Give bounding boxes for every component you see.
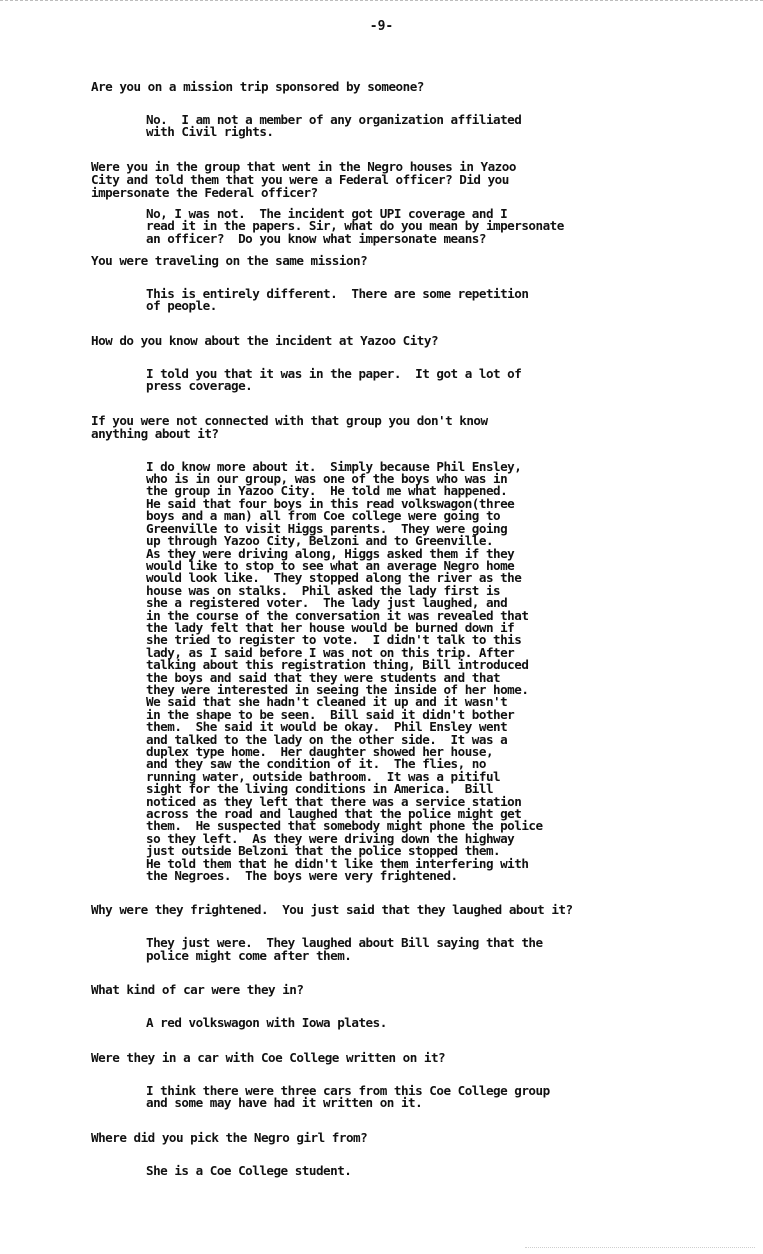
question-line: If you were not connected with that group you don't know — [91, 412, 488, 428]
question-line: Why were they frightened. You just said that they laughed about it? — [91, 902, 573, 918]
answer-line: the lady felt that her house would be burned down if — [146, 619, 515, 635]
answer-line: an officer? Do you know what impersonate means? — [146, 230, 486, 246]
question-line: Are you on a mission trip sponsored by someone? — [91, 79, 424, 94]
answer-line: As they were driving along, Higgs asked them if they — [146, 545, 515, 561]
answer-line: running water, outside bathroom. It was a pitiful — [146, 768, 501, 784]
answer-line: He said that four boys in this read volkswagon(three — [146, 495, 515, 511]
answer-line: sight for the living conditions in America. Bill — [146, 781, 494, 797]
answer-line: she a registered voter. The lady just laughed, and — [146, 595, 508, 611]
answer-line: of people. — [146, 298, 217, 314]
question-line: Were you in the group that went in the Negro houses in Yazoo — [91, 158, 516, 174]
question-line: You were traveling on the same mission? — [91, 253, 368, 269]
answer-line: the Negroes. The boys were very frightened. — [146, 868, 458, 884]
answer-line: in the course of the conversation it was revealed that — [146, 607, 529, 623]
answer-line: she tried to register to vote. I didn't talk to this — [146, 632, 522, 648]
answer-line: them. She said it would be okay. Phil Ensley went — [146, 719, 508, 735]
answer-line: duplex type home. Her daughter showed her house, — [146, 744, 494, 759]
answer-line: with Civil rights. — [146, 124, 274, 140]
answer-line: the boys and said that they were students and that — [146, 669, 501, 685]
answer-line: I do know more about it. Simply because Phil Ensley, — [146, 458, 522, 474]
question-line: impersonate the Federal officer? — [91, 184, 318, 200]
answer-line: noticed as they left that there was a service station — [146, 793, 522, 809]
answer-line: in the shape to be seen. Bill said it didn't bother — [146, 706, 515, 722]
answer-line: just outside Belzoni that the police stopped them. — [146, 843, 501, 859]
question-line: Where did you pick the Negro girl from? — [91, 1129, 368, 1145]
answer-line: and some may have had it written on it. — [146, 1095, 423, 1111]
answer-line: I think there were three cars from this Coe College group — [146, 1082, 550, 1098]
answer-line: He told them that he didn't like them interfering with — [146, 855, 529, 871]
question-line: What kind of car were they in? — [91, 982, 304, 998]
question-line: Were they in a car with Coe College written on it? — [91, 1049, 446, 1065]
answer-line: they were interested in seeing the inside of her home. — [146, 681, 529, 697]
answer-line: No. I am not a member of any organization affiliated — [146, 112, 522, 127]
answer-line: would like to stop to see what an average Negro home — [146, 557, 515, 573]
answer-line: and they saw the condition of it. The flies, no — [146, 756, 486, 772]
page-bottom-marks — [525, 1247, 755, 1248]
question-line: How do you know about the incident at Yazoo City? — [91, 332, 439, 348]
answer-line: them. He suspected that somebody might phone the police — [146, 818, 543, 834]
answer-line: No, I was not. The incident got UPI coverage and I — [146, 205, 508, 221]
answer-line: boys and a man) all from Coe college were going to — [146, 508, 501, 524]
question-line: City and told them that you were a Federal officer? Did you — [91, 171, 509, 187]
page-number: -9- — [369, 19, 394, 34]
answer-line: They just were. They laughed about Bill saying that the — [146, 935, 543, 951]
answer-line: press coverage. — [146, 378, 253, 394]
answer-line: up through Yazoo City, Belzoni and to Greenville. — [146, 533, 494, 549]
answer-line: would look like. They stopped along the river as the — [146, 570, 522, 586]
transcript-body — [91, 80, 731, 1177]
answer-line: I told you that it was in the paper. It got a lot of — [146, 365, 522, 381]
question-line: anything about it? — [91, 425, 219, 441]
answer-line: read it in the papers. Sir, what do you mean by impersonate — [146, 218, 564, 234]
answer-line: We said that she hadn't cleaned it up and it wasn't — [146, 694, 508, 710]
page-top-border — [0, 0, 763, 1]
answer-line: and talked to the lady on the other side. It was a — [146, 731, 508, 747]
answer-line: She is a Coe College student. — [146, 1162, 352, 1178]
answer-line: the group in Yazoo City. He told me what happened. — [146, 483, 508, 499]
answer-line: house was on stalks. Phil asked the lady first is — [146, 582, 501, 598]
answer-line: so they left. As they were driving down the highway — [146, 830, 515, 846]
answer-line: lady, as I said before I was not on this trip. After — [146, 644, 515, 660]
answer-line: talking about this registration thing, Bill introduced — [146, 657, 529, 673]
answer-line: This is entirely different. There are some repetition — [146, 286, 529, 302]
answer-line: A red volkswagon with Iowa plates. — [146, 1015, 387, 1031]
answer-line: police might come after them. — [146, 947, 352, 963]
answer-line: who is in our group, was one of the boys who was in — [146, 471, 508, 487]
answer-line: Greenville to visit Higgs parents. They were going — [146, 520, 508, 536]
answer-line: across the road and laughed that the police might get — [146, 806, 522, 822]
